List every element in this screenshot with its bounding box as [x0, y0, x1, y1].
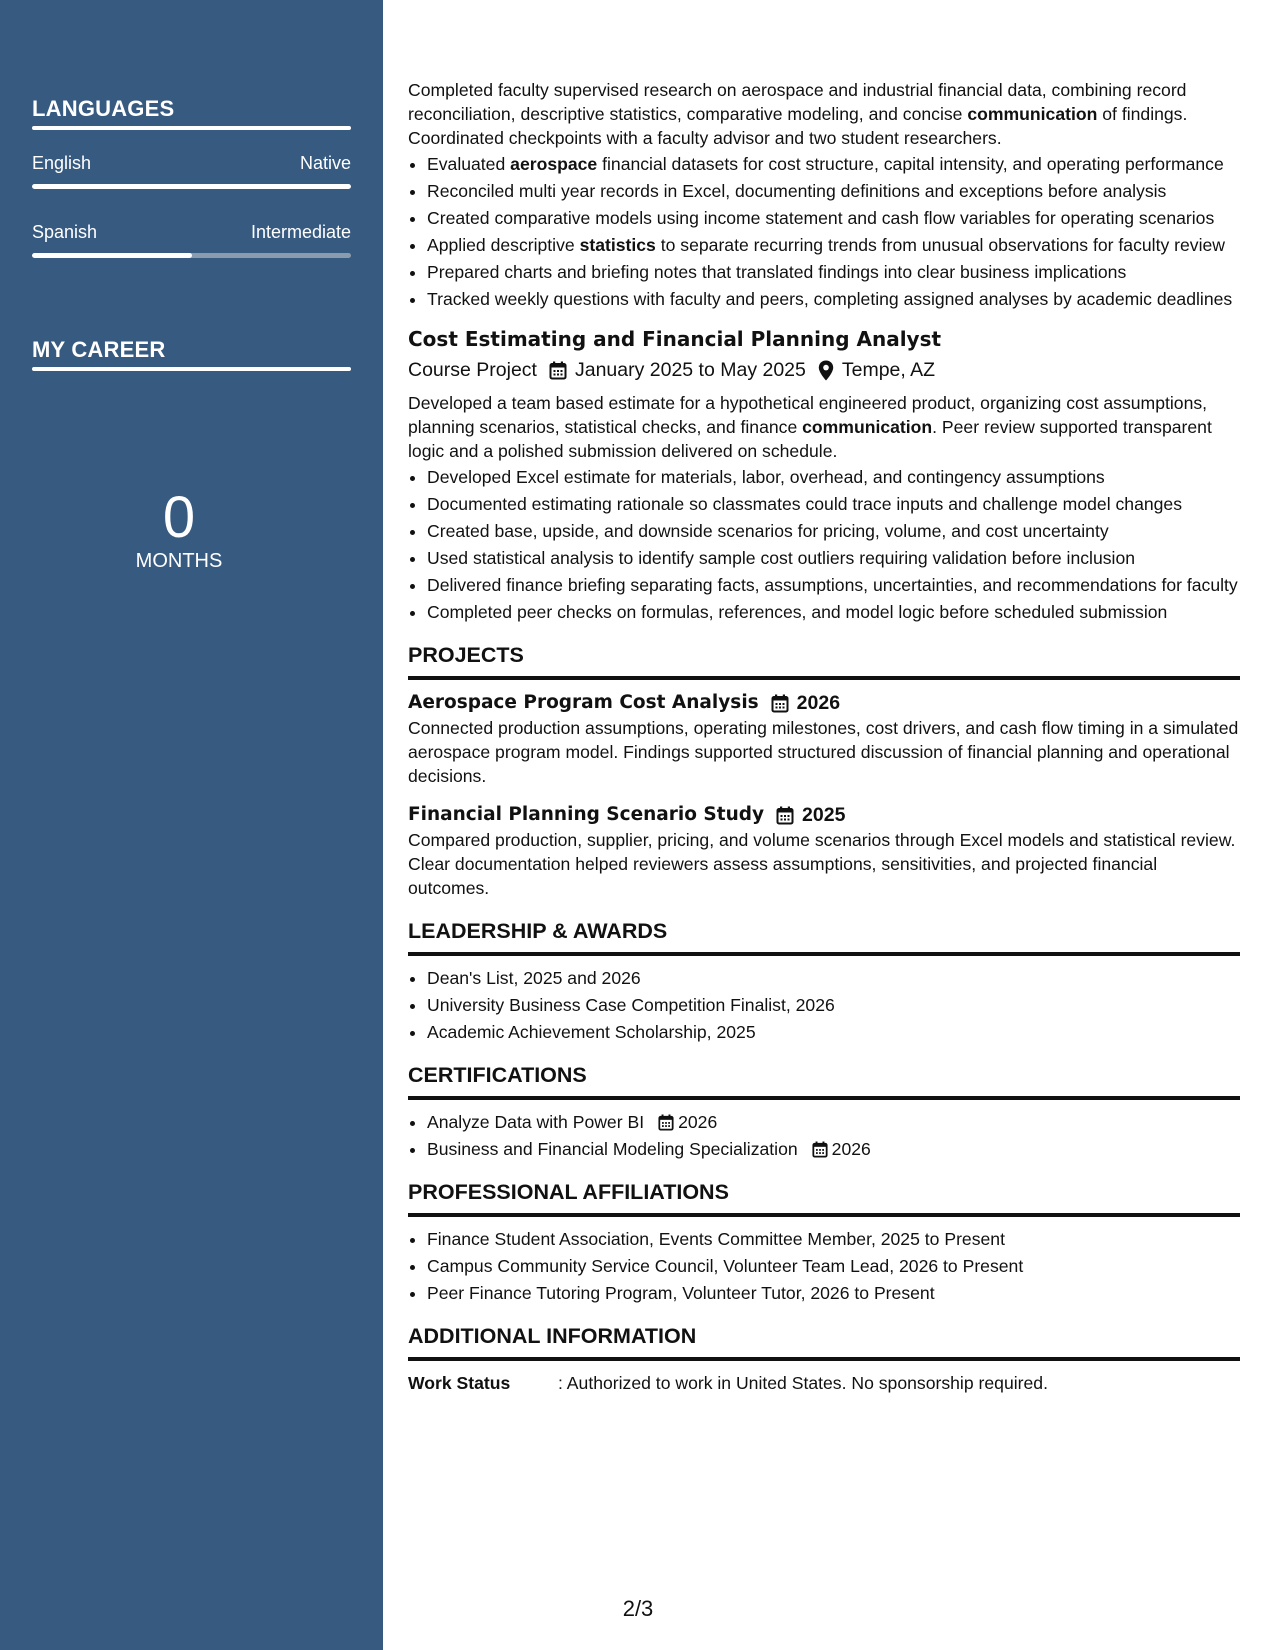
language-item-spanish: [32, 222, 351, 243]
projects-heading: PROJECTS: [408, 642, 1240, 680]
list-item: • Applied descriptive statistics to separate recurring trends from unusual observations for faculty review: [427, 233, 1240, 257]
additional-info-heading: ADDITIONAL INFORMATION: [408, 1323, 1240, 1361]
list-item: [427, 1137, 1240, 1161]
work-status-label: Work Status: [408, 1373, 511, 1393]
list-item: • Reconciled multi year records in Excel, documenting definitions and exceptions before analysis: [427, 179, 1240, 203]
list-item: • Peer Finance Tutoring Program, Volunteer Tutor, 2026 to Present: [427, 1281, 1240, 1305]
job-bullets: [408, 465, 1240, 624]
language-proficiency-fill: [32, 253, 192, 258]
certification-year: 2026: [678, 1112, 718, 1132]
list-item: • Documented estimating rationale so classmates could trace inputs and challenge model changes: [427, 492, 1240, 516]
language-name: English: [32, 153, 92, 173]
language-proficiency-bar: [32, 184, 351, 189]
leadership-heading: LEADERSHIP & AWARDS: [408, 918, 1240, 956]
project-year: 2025: [802, 804, 846, 826]
affiliations-heading: PROFESSIONAL AFFILIATIONS: [408, 1179, 1240, 1217]
work-status-row: [408, 1371, 1240, 1395]
certifications-heading: CERTIFICATIONS: [408, 1062, 1240, 1100]
certifications-list: [408, 1110, 1240, 1161]
leadership-list: [408, 966, 1240, 1044]
list-item: • Evaluated aerospace financial datasets for cost structure, capital intensity, and operating performance: [427, 152, 1240, 176]
research-intro: Completed faculty supervised research on aerospace and industrial financial data, combining record reconciliation, descriptive statistics, comparative modeling, and concise communication of findings. Coordinated checkpoints with a faculty advisor and two student researchers.: [408, 80, 1188, 148]
sidebar: [0, 0, 383, 1650]
job-dates: January 2025 to May 2025: [574, 359, 806, 381]
calendar-icon: [549, 361, 567, 380]
certification-name: • Business and Financial Modeling Specialization: [427, 1139, 798, 1159]
language-item-english: [32, 153, 351, 174]
main-content: [408, 78, 1240, 1395]
list-item: • Completed peer checks on formulas, references, and model logic before scheduled submission: [427, 600, 1240, 624]
job-meta: [408, 357, 1240, 383]
language-level: Native: [299, 153, 351, 173]
calendar-icon: [776, 806, 794, 825]
project-description: Compared production, supplier, pricing, and volume scenarios through Excel models and statistical review. Clear documentation helped reviewers assess assumptions, sensitivities, and projected financial outcomes.: [408, 830, 1236, 898]
calendar-icon: [812, 1141, 828, 1158]
career-heading: MY CAREER: [32, 337, 166, 362]
project-title: Financial Planning Scenario Study 2025: [408, 804, 846, 826]
list-item: • Created comparative models using income statement and cash flow variables for operating scenarios: [427, 206, 1240, 230]
job-organization: Course Project: [408, 359, 537, 381]
calendar-icon: [771, 694, 789, 713]
certification-name: • Analyze Data with Power BI: [427, 1112, 645, 1132]
list-item: • Prepared charts and briefing notes that translated findings into clear business implications: [427, 260, 1240, 284]
project-description: Connected production assumptions, operating milestones, cost drivers, and cash flow timing in a simulated aerospace program model. Findings supported structured discussion of financial planning and operational decisions.: [408, 718, 1239, 786]
research-bullets: [408, 152, 1240, 311]
list-item: • Campus Community Service Council, Volunteer Team Lead, 2026 to Present: [427, 1254, 1240, 1278]
list-item: • University Business Case Competition Finalist, 2026: [427, 993, 1240, 1017]
project-year: 2026: [796, 692, 841, 714]
language-name: Spanish: [32, 222, 98, 242]
career-months-unit: MONTHS: [135, 550, 223, 572]
list-item: • Created base, upside, and downside scenarios for pricing, volume, and cost uncertainty: [427, 519, 1240, 543]
languages-heading: LANGUAGES: [32, 96, 175, 121]
page-number: 2/3: [622, 1596, 654, 1621]
language-level: Intermediate: [250, 222, 351, 242]
job-title: Cost Estimating and Financial Planning Analyst: [408, 327, 942, 351]
job-location: Tempe, AZ: [841, 359, 936, 381]
list-item: • Finance Student Association, Events Committee Member, 2025 to Present: [427, 1227, 1240, 1251]
language-proficiency-fill: [32, 184, 351, 189]
list-item: • Dean's List, 2025 and 2026: [427, 966, 1240, 990]
list-item: • Developed Excel estimate for materials, labor, overhead, and contingency assumptions: [427, 465, 1240, 489]
map-pin-icon: [818, 360, 834, 381]
affiliations-list: [408, 1227, 1240, 1305]
work-status-value: : Authorized to work in United States. No sponsorship required.: [558, 1373, 1048, 1393]
project-title: Aerospace Program Cost Analysis 2026: [408, 692, 841, 714]
list-item: • Delivered finance briefing separating facts, assumptions, uncertainties, and recommendations for faculty: [427, 573, 1240, 597]
job-intro: Developed a team based estimate for a hypothetical engineered product, organizing cost assumptions, planning scenarios, statistical checks, and finance communication. Peer review supported transparent logic and a polished submission delivered on schedule.: [408, 393, 1212, 461]
language-proficiency-bar: [32, 253, 351, 258]
languages-heading-rule: [32, 126, 351, 130]
list-item: • Used statistical analysis to identify sample cost outliers requiring validation before inclusion: [427, 546, 1240, 570]
calendar-icon: [658, 1114, 674, 1131]
career-months-value: 0: [162, 485, 196, 550]
list-item: • Academic Achievement Scholarship, 2025: [427, 1020, 1240, 1044]
certification-year: 2026: [831, 1139, 871, 1159]
list-item: • Tracked weekly questions with faculty and peers, completing assigned analyses by academic deadlines: [427, 287, 1240, 311]
career-heading-rule: [32, 367, 351, 371]
list-item: [427, 1110, 1240, 1134]
